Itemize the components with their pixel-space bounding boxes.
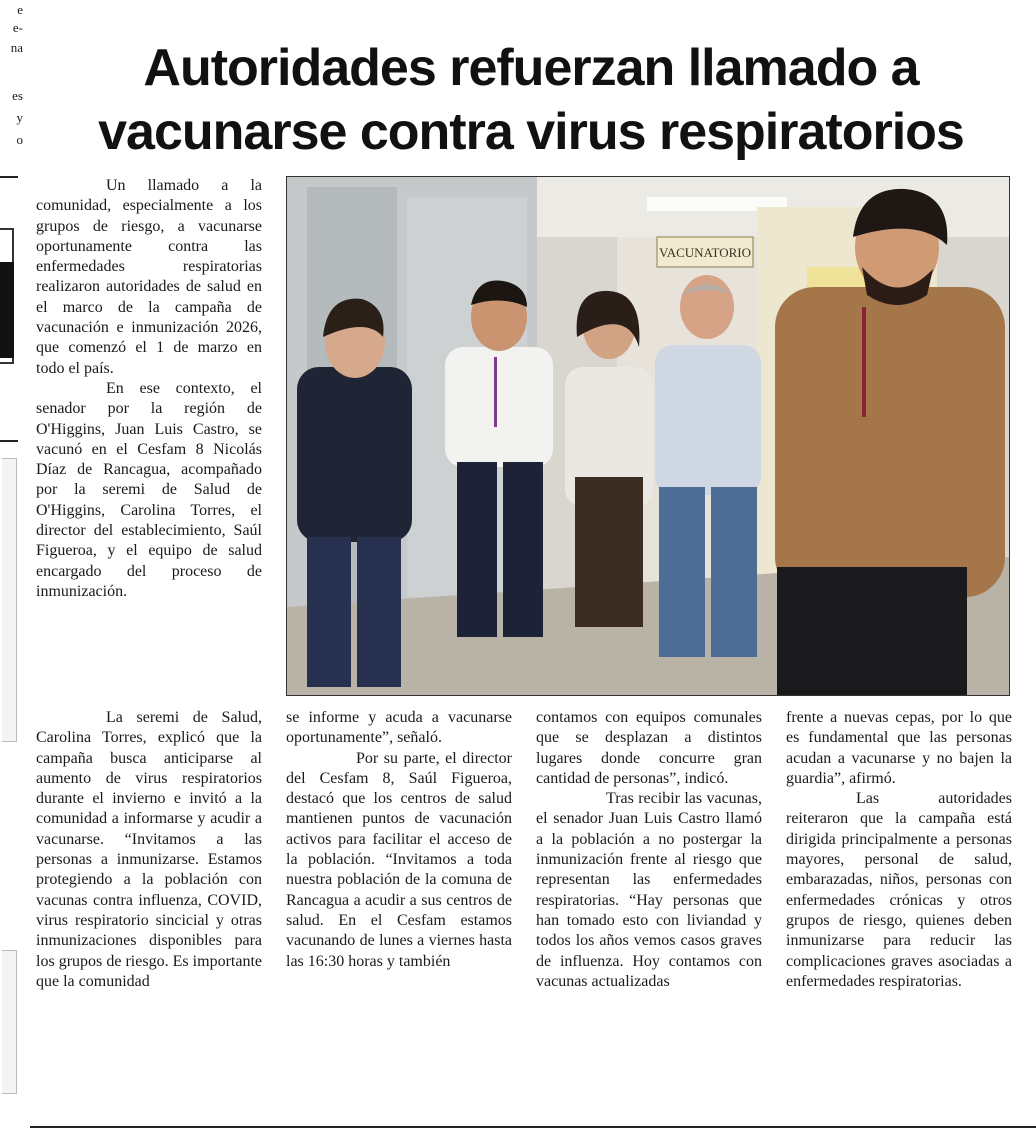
paragraph: Tras recibir las vacunas, el senador Juan Luis Castro llamó a la población a no postergar la inmunización frente al riesgo que representan las enfermedades respiratorias. “Hay personas que han tomado esto con liviandad y todos los años vemos casos graves de influenza. Hoy contamos con vacunas actualizadas: [536, 790, 762, 990]
edge-divider: [0, 440, 18, 442]
edge-fragment: y: [16, 110, 23, 125]
body-column-4: [786, 708, 1012, 992]
article-photo: [286, 176, 1010, 696]
paragraph: La seremi de Salud, Carolina Torres, explicó que la campaña busca anticiparse al aumento de virus respiratorios durante el invierno e invitó a la comunidad a informarse y acudir a vacunarse. “Invitamos a las personas a inmunizarse. Estamos protegiendo a la población con vacunas contra influenza, COVID, virus respiratorio sincicial y otras inmunizaciones disponibles para los grupos de riesgo. Es importante que la comunidad: [36, 709, 262, 990]
photo-sign-text: VACUNATORIO: [659, 245, 751, 260]
edge-fragment: na: [10, 40, 23, 55]
body-column-3: [536, 708, 762, 992]
headline-line-2: vacunarse contra virus respiratorios: [98, 103, 964, 161]
paragraph: Un llamado a la comunidad, especialmente a los grupos de riesgo, a vacunarse oportunamente contra las enfermedades respiratorias realizaron autoridades de salud en el marco de la campaña de vacunación e inmunización 2026, que comenzó el 1 de marzo en todo el país.: [36, 177, 262, 377]
edge-fragment: es: [12, 88, 23, 103]
edge-fragment: e: [17, 2, 23, 17]
body-column-2: [286, 708, 512, 972]
paragraph: Las autoridades reiteraron que la campaña está dirigida principalmente a personas mayores, personal de salud, embarazadas, niños, personas con enfermedades crónicas y otros grupos de riesgo, quienes deben inmunizarse para reducir las complicaciones graves asociadas a enfermedades respiratorias.: [786, 790, 1012, 990]
edge-fragment: e-: [12, 20, 23, 35]
edge-ad-block: [0, 262, 14, 358]
paragraph: frente a nuevas cepas, por lo que es fundamental que las personas acudan a vacunarse y no bajen la guardia”, afirmó.: [786, 709, 1012, 787]
headline-line-1: Autoridades refuerzan llamado a: [143, 39, 919, 97]
edge-divider: [0, 176, 18, 178]
edge-panel: [2, 950, 17, 1094]
photo-illustration: [287, 177, 1009, 695]
edge-panel: [2, 458, 17, 742]
adjacent-article-edge: [0, 0, 26, 1136]
paragraph: En ese contexto, el senador por la región de O'Higgins, Juan Luis Castro, se vacunó en el Cesfam 8 Nicolás Díaz de Rancagua, acompañado por la seremi de Salud de O'Higgins, Carolina Torres, el director del establecimiento, Saúl Figueroa, y el equipo de salud encargado del proceso de inmunización.: [36, 379, 262, 600]
headline: [36, 36, 1026, 164]
paragraph: Por su parte, el director del Cesfam 8, Saúl Figueroa, destacó que los centros de salud mantienen puntos de vacunación activos para facilitar el acceso de la población. “Invitamos a toda nuestra población de la comuna de Rancagua a acudir a sus centros de salud. En el Cesfam estamos vacunando de lunes a viernes hasta las 16:30 horas y también: [286, 749, 512, 970]
edge-fragment: o: [16, 132, 23, 147]
paragraph: se informe y acuda a vacunarse oportunamente”, señaló.: [286, 709, 512, 747]
bottom-rule: [30, 1126, 1036, 1128]
body-column-1-lower: [36, 708, 262, 992]
paragraph: contamos con equipos comunales que se desplazan a distintos lugares donde concurre gran cantidad de personas”, indicó.: [536, 709, 762, 787]
body-column-1-upper: [36, 176, 262, 602]
